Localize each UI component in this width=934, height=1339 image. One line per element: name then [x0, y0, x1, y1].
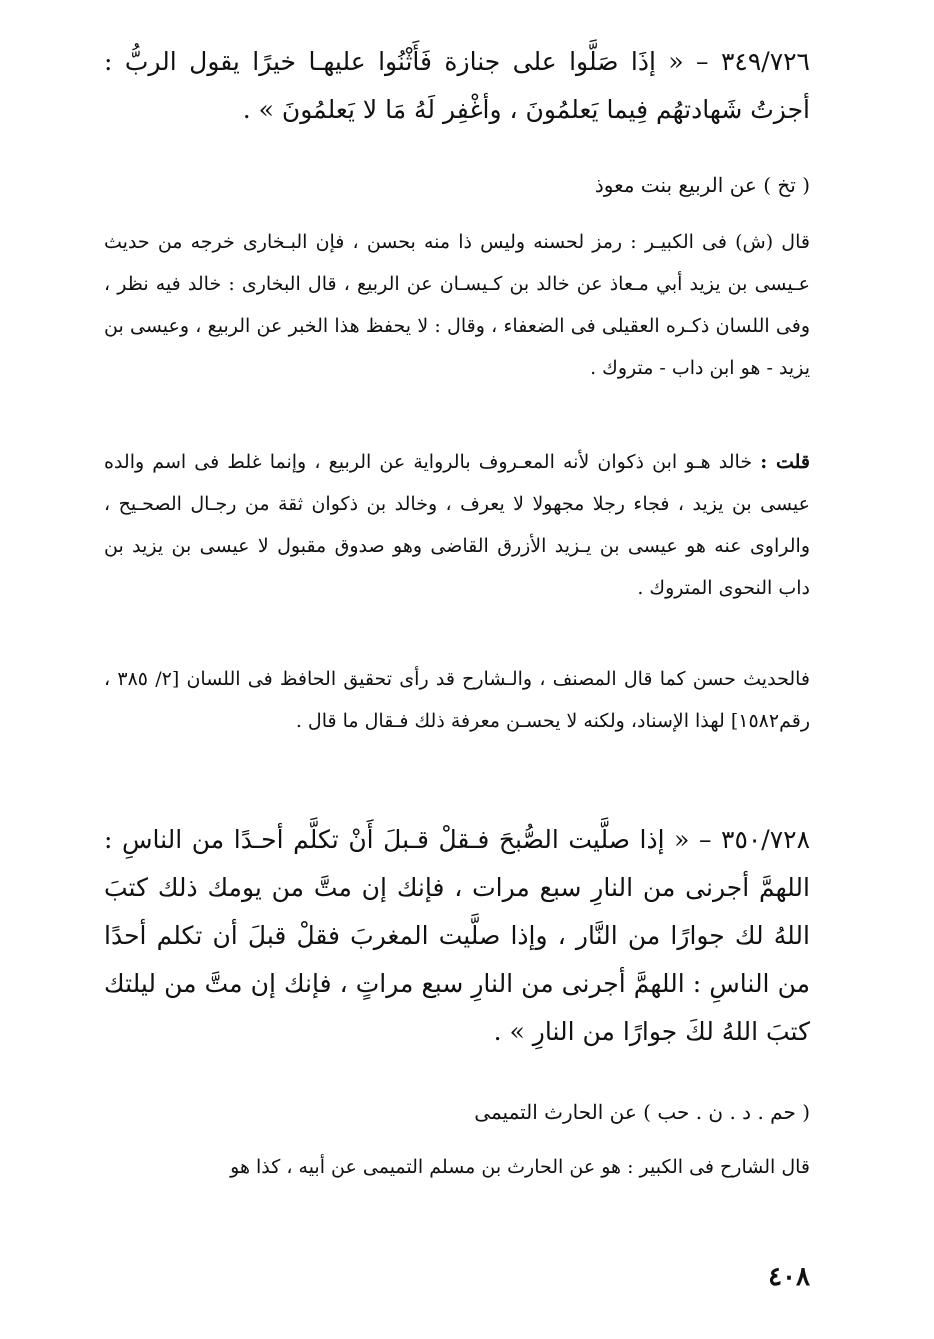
- source-reference: ( تخ ) عن الربيع بنت معوذ: [594, 173, 810, 197]
- source-reference: ( حم . د . ن . حب ) عن الحارث التميمى: [474, 1100, 810, 1124]
- author-note-text: خالد هـو ابن ذكوان لأنه المعـروف بالرواية عن الربيع ، وإنما غلط فى اسم والده عيسى بن يزيد ، فجاء رجلا مجهولا لا يعرف ، وخالد بن ذكوان ثقة من رجـال الصحـيح ، والراوى عنه هو عيسى بن يـزيد الأزرق القاضى وهو صدوق مقبول لا عيسى بن يزيد بن داب النحوى المتروك .: [104, 451, 810, 599]
- hadith-text: – « إذَا صَلَّوا على جنازة فَأَثْنُوا عليهـا خيرًا يقول الربُّ : أجزتُ شَهادتهُم فِيما يَعلمُونَ ، وأغْفِر لَهُ مَا لا يَعلمُونَ » .: [104, 47, 810, 124]
- commentary-paragraph: قال الشارح فى الكبير : هو عن الحارث بن مسلم التميمى عن أبيه ، كذا هو: [230, 1156, 810, 1178]
- conclusion-paragraph: فالحديث حسن كما قال المصنف ، والـشارح قد رأى تحقيق الحافظ فى اللسان [٢/ ٣٨٥ ، رقم١٥٨٢] لهذا الإسناد، ولكنه لا يحسـن معرفة ذلك فـقال ما قال .: [104, 668, 810, 732]
- qult-label: قلت :: [760, 451, 810, 473]
- hadith-number: ٣٥٠/٧٢٨: [721, 825, 811, 854]
- hadith-349: [104, 38, 810, 134]
- page-number: ٤٠٨: [768, 1262, 810, 1292]
- author-note-paragraph: [104, 441, 810, 609]
- hadith-number: ٣٤٩/٧٢٦: [721, 47, 810, 76]
- hadith-350: [104, 816, 810, 1056]
- hadith-text: – « إذا صلَّيت الصُّبحَ فـقلْ قـبلَ أَنْ تكلَّم أحـدًا من الناسِ : اللهمَّ أجرنى من النارِ سبع مرات ، فإنك إن متَّ من يومك ذلك كتبَ اللهُ لك جوارًا من النَّار ، وإذا صلَّيت المغربَ فقلْ قبلَ أن تكلم أحدًا من الناسِ : اللهمَّ أجرنى من النارِ سبع مراتٍ ، فإنك إن متَّ من ليلتك كتبَ اللهُ لكَ جوارًا من النارِ » .: [104, 825, 810, 1046]
- commentary-paragraph: قال (ش) فى الكبيـر : رمز لحسنه وليس ذا منه بحسن ، فإن البـخارى خرجه من حديث عـيسى بن يزيد أبي مـعاذ عن خالد بن كـيسـان عن الربيع ، قال البخارى : خالد فيه نظر ، وفى اللسان ذكـره العقيلى فى الضعفاء ، وقال : لا يحفظ هذا الخبر عن الربيع ، وعيسى بن يزيد - هو ابن داب - متروك .: [104, 231, 810, 379]
